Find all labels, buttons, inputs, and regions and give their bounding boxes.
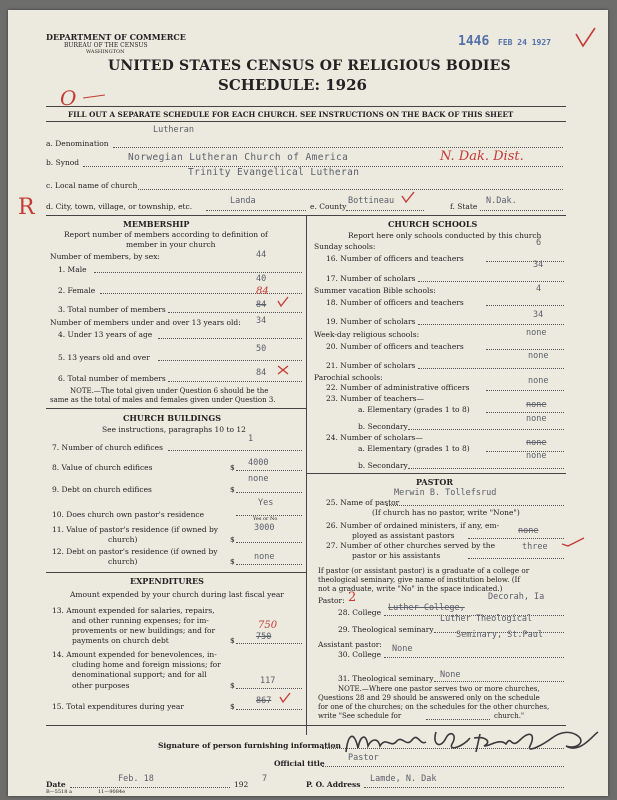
local-name-value: Trinity Evangelical Lutheran <box>188 167 360 178</box>
female-value: 40 <box>256 274 267 284</box>
age-intro-label: Number of members under and over 13 years old: <box>50 318 241 327</box>
date-value: Feb. 18 <box>118 774 154 784</box>
pastor-note-1: NOTE.—Where one pastor serves two or more churches, <box>338 685 540 693</box>
city-label-d: d. City, town, village, or township, etc. <box>46 202 193 211</box>
county-check-icon <box>400 190 416 204</box>
schools-intro: Report here only schools conducted by this church <box>348 231 542 240</box>
red-2-mark: 2 <box>348 590 357 605</box>
expenditures-intro: Amount expended by your church during last fiscal year <box>70 590 284 599</box>
po-address-value: Lamde, N. Dak <box>370 774 437 784</box>
q6-total-value: 84 <box>256 368 267 378</box>
q18-label: 18. Number of officers and teachers <box>326 298 464 307</box>
red-o-mark: O <box>60 86 77 110</box>
pastor-note-5: church." <box>494 712 525 720</box>
weekday-schools-label: Week-day religious schools: <box>314 330 420 339</box>
edifices-count-value: 1 <box>248 434 254 444</box>
date-label: Date <box>46 780 66 789</box>
expenditures-title: EXPENDITURES <box>130 576 204 586</box>
city-value: Landa <box>230 196 256 206</box>
q31-value: None <box>440 670 461 680</box>
yes-or-no-hint: Yes or No <box>253 516 278 522</box>
synod-value: Norwegian Lutheran Church of America <box>128 152 349 163</box>
q24-label: 24. Number of scholars— <box>326 433 423 442</box>
q22-value: none <box>528 376 549 386</box>
q13-label-a: 13. Amount expended for salaries, repairs, <box>52 606 215 615</box>
membership-intro-1: Report number of members according to definition of <box>64 230 268 239</box>
q8-value-label: 8. Value of church edifices <box>52 463 153 472</box>
q2-female-label: 2. Female <box>58 286 96 295</box>
membership-note-2: same as the total of males and females given under Question 3. <box>50 396 276 404</box>
residence-value: 3000 <box>254 523 275 533</box>
q14-label-c: denominational support; and for all <box>72 670 207 679</box>
edifice-value: 4000 <box>248 458 269 468</box>
q13-dollar: $ <box>230 636 235 645</box>
total-members-value: 84 <box>256 300 267 310</box>
q9-dollar: $ <box>230 485 235 494</box>
denomination-value: Lutheran <box>153 125 194 135</box>
pastor-note-2: Questions 28 and 29 should be answered only on the schedule <box>318 694 540 702</box>
membership-intro-2: member in your church <box>126 240 216 249</box>
q21-label: 21. Number of scholars <box>326 361 416 370</box>
q29-label: 29. Theological seminary <box>338 625 434 634</box>
local-name-label: c. Local name of church <box>46 181 138 190</box>
q11-label-b: church) <box>108 535 138 544</box>
q29-value-2: Seminary, St.Paul <box>456 630 543 640</box>
pastor-note-4: write "See schedule for <box>318 712 402 720</box>
q15-value: 867 <box>256 696 272 706</box>
po-address-label: P. O. Address <box>306 780 361 789</box>
instruction-banner: FILL OUT A SEPARATE SCHEDULE FOR EACH CHURCH. SEE INSTRUCTIONS ON THE BACK OF THIS SHEET <box>68 110 514 119</box>
q14-label-b: cluding home and foreign missions; for <box>72 660 221 669</box>
q25-label: 25. Name of pastor <box>326 498 400 507</box>
q17-value: 34 <box>533 260 544 270</box>
q30-value: None <box>392 644 413 654</box>
graduate-intro-2: theological seminary, give name of institution below. (If <box>318 575 521 584</box>
official-title-label: Official title <box>274 759 325 768</box>
summer-schools-label: Summer vacation Bible schools: <box>314 286 436 295</box>
q3-total-label: 3. Total number of members <box>58 305 166 314</box>
q12-dollar: $ <box>230 557 235 566</box>
q24a-value: none <box>526 438 547 448</box>
q20-label: 20. Number of officers and teachers <box>326 342 464 351</box>
q30-label: 30. College <box>338 650 382 659</box>
membership-title: MEMBERSHIP <box>123 219 190 229</box>
synod-note: N. Dak. Dist. <box>440 149 524 164</box>
q28-place-value: Decorah, Ia <box>488 592 545 602</box>
q26-label-a: 26. Number of ordained ministers, if any, em- <box>326 521 500 530</box>
q15-check-icon <box>278 692 292 704</box>
q24b-value: none <box>526 451 547 461</box>
county-value: Bottineau <box>348 196 395 206</box>
checkmark-icon <box>573 26 599 50</box>
q16-value: 6 <box>536 238 542 248</box>
q23b-label: b. Secondary <box>358 422 408 431</box>
q14-value: 117 <box>260 676 276 686</box>
census-schedule-page <box>8 10 608 796</box>
red-r-mark: R <box>18 195 35 220</box>
receipt-stamp-number: 1446 <box>458 34 490 49</box>
department-label: DEPARTMENT OF COMMERCE <box>46 32 186 42</box>
q9-debt-label: 9. Debt on church edifices <box>52 485 152 494</box>
print-number: 11—9084e <box>98 789 126 795</box>
q6-total-label: 6. Total number of members <box>58 374 166 383</box>
year-prefix: 192 <box>234 780 249 789</box>
signature-label: Signature of person furnishing information <box>158 741 341 750</box>
q28-label: 28. College <box>338 608 382 617</box>
q11-label-a: 11. Value of pastor's residence (if owned by <box>52 525 219 534</box>
q20-value: none <box>526 328 547 338</box>
sunday-schools-label: Sunday schools: <box>314 242 376 251</box>
pastor-name-value: Merwin B. Tollefsrud <box>394 488 497 498</box>
county-label: e. County <box>310 202 347 211</box>
q13-label-c: provements or new buildings; and for <box>72 626 216 635</box>
form-subtitle: SCHEDULE: 1926 <box>218 76 367 94</box>
q4-under13-label: 4. Under 13 years of age <box>58 330 153 339</box>
form-title: UNITED STATES CENSUS OF RELIGIOUS BODIES <box>108 58 511 74</box>
q12-label-a: 12. Debt on pastor's residence (if owned by <box>52 547 218 556</box>
q8-dollar: $ <box>230 463 235 472</box>
q15-total-label: 15. Total expenditures during year <box>52 702 184 711</box>
members-by-sex-label: Number of members, by sex: <box>50 252 160 261</box>
q12-label-b: church) <box>108 557 138 566</box>
q24a-label: a. Elementary (grades 1 to 8) <box>358 444 470 453</box>
q10-residence-label: 10. Does church own pastor's residence <box>52 510 205 519</box>
q6-x-mark-icon <box>276 364 290 376</box>
state-value: N.Dak. <box>486 196 517 206</box>
q23-label: 23. Number of teachers— <box>326 394 425 403</box>
pastor-title: PASTOR <box>416 477 453 487</box>
red-dash-mark <box>83 94 105 98</box>
parochial-schools-label: Parochial schools: <box>314 373 383 382</box>
q16-label: 16. Number of officers and teachers <box>326 254 464 263</box>
residence-debt-value: none <box>254 552 275 562</box>
q19-value: 34 <box>533 310 544 320</box>
denomination-label: a. Denomination <box>46 139 109 148</box>
q14-label-d: other purposes <box>72 681 130 690</box>
pastor-sub-label: Pastor: <box>318 596 345 605</box>
q27-label-b: pastor or his assistants <box>352 551 441 560</box>
q13-label-d: payments on church debt <box>72 636 169 645</box>
pastor-note-3: for one of the churches; on the schedules for the other churches, <box>318 703 550 711</box>
graduate-intro-3: not a graduate, write "No" in the space indicated.) <box>318 584 503 593</box>
q26-value: none <box>518 526 539 536</box>
q23a-value: none <box>526 400 547 410</box>
q14-dollar: $ <box>230 681 235 690</box>
receipt-stamp-date: FEB 24 1927 <box>498 38 551 47</box>
q28-value: Luther College, <box>388 603 465 613</box>
q23b-value: none <box>526 414 547 424</box>
form-number: B—5518 a <box>46 789 72 795</box>
city-label: WASHINGTON <box>86 49 125 55</box>
assistant-pastor-label: Assistant pastor: <box>318 640 382 649</box>
q26-label-b: ployed as assistant pastors <box>352 531 455 540</box>
buildings-title: CHURCH BUILDINGS <box>123 413 221 423</box>
graduate-intro-1: If pastor (or assistant pastor) is a graduate of a college or <box>318 566 530 575</box>
q7-edifices-label: 7. Number of church edifices <box>52 443 163 452</box>
q18-value: 4 <box>536 284 542 294</box>
q17-label: 17. Number of scholars <box>326 274 416 283</box>
q24b-label: b. Secondary <box>358 461 408 470</box>
official-title-value: Pastor <box>348 753 379 763</box>
q27-value: three <box>522 542 548 552</box>
male-value: 44 <box>256 250 267 260</box>
q27-check-icon <box>560 536 586 548</box>
q3-check-icon <box>276 296 290 308</box>
q13-value: 750 <box>256 632 272 642</box>
q21-value: none <box>528 351 549 361</box>
q1-male-label: 1. Male <box>58 265 87 274</box>
age-value: 34 <box>256 316 267 326</box>
bureau-label: BUREAU OF THE CENSUS <box>64 42 148 49</box>
buildings-intro: See instructions, paragraphs 10 to 12 <box>102 425 246 434</box>
q29-value: Luther Theological <box>440 614 533 624</box>
q13-label-b: and other running expenses; for im- <box>72 616 209 625</box>
q13-correction: 750 <box>258 620 278 631</box>
q15-dollar: $ <box>230 702 235 711</box>
q31-label: 31. Theological seminary <box>338 674 434 683</box>
q25-note: (If church has no pastor, write "None") <box>372 508 520 517</box>
q19-label: 19. Number of scholars <box>326 317 416 326</box>
total-correction: 84 <box>256 286 269 297</box>
membership-note-1: NOTE.—The total given under Question 6 should be the <box>70 387 269 395</box>
state-label: f. State <box>450 202 478 211</box>
q23a-label: a. Elementary (grades 1 to 8) <box>358 405 470 414</box>
q11-dollar: $ <box>230 535 235 544</box>
owns-residence-value: Yes <box>258 498 274 508</box>
year-digit: 7 <box>262 774 268 784</box>
q22-label: 22. Number of administrative officers <box>326 383 470 392</box>
q5-over13-label: 5. 13 years old and over <box>58 353 150 362</box>
handwritten-signature <box>340 724 605 760</box>
over13-value: 50 <box>256 344 267 354</box>
synod-label: b. Synod <box>46 158 80 167</box>
q27-label-a: 27. Number of other churches served by the <box>326 541 496 550</box>
q14-label-a: 14. Amount expended for benevolences, in- <box>52 650 217 659</box>
edifice-debt-value: none <box>248 474 269 484</box>
schools-title: CHURCH SCHOOLS <box>388 219 478 229</box>
